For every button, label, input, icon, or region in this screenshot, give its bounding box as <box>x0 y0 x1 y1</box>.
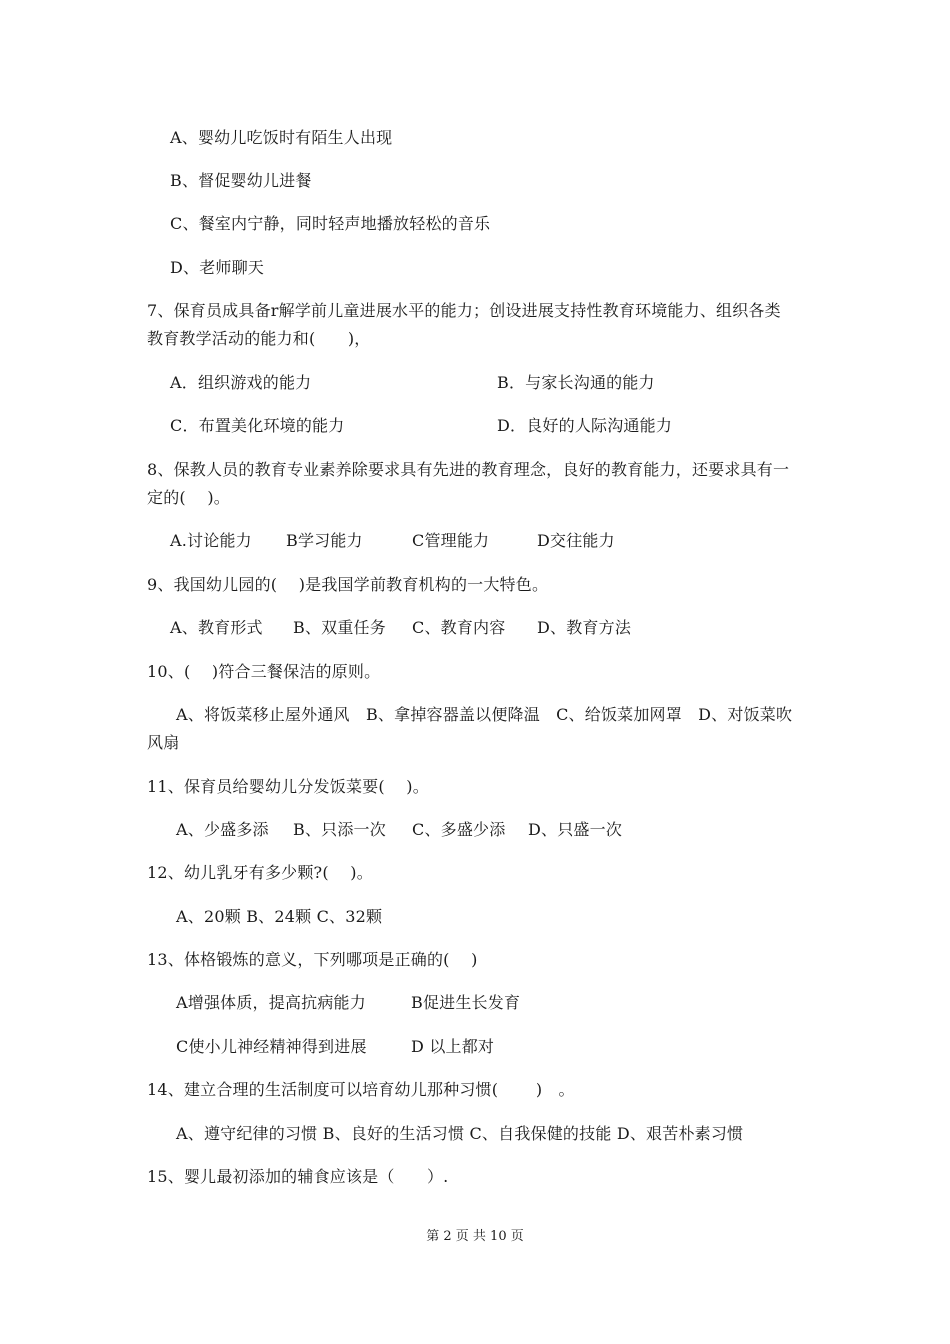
q7-stem-line2: 教育教学活动的能力和( )， <box>147 329 371 348</box>
q13-option-d: D 以上都对 <box>411 1037 495 1056</box>
q8-option-a: A.讨论能力 <box>170 531 252 550</box>
q7-option-b: B．与家长沟通的能力 <box>497 373 655 392</box>
q10-options: A、将饭菜移止屋外通风 B、拿掉容器盖以便降温 C、给饭菜加网罩 D、对饭菜吹 <box>176 705 793 724</box>
q9-option-b: B、双重任务 <box>293 618 386 637</box>
q8-option-b: B学习能力 <box>286 531 363 550</box>
q13-stem: 13、体格锻炼的意义，下列哪项是正确的( ) <box>147 950 478 969</box>
q13-option-b: B促进生长发育 <box>411 993 521 1012</box>
q6-option-c: C、餐室内宁静，同时轻声地播放轻松的音乐 <box>170 214 491 233</box>
q6-option-b: B、督促婴幼儿进餐 <box>170 171 312 190</box>
q9-option-d: D、教育方法 <box>537 618 632 637</box>
q9-option-c: C、教育内容 <box>412 618 506 637</box>
q12-options: A、20颗 B、24颗 C、32颗 <box>176 907 383 926</box>
q11-option-a: A、少盛多添 <box>176 820 269 839</box>
q8-stem-line2: 定的( )。 <box>147 488 230 507</box>
q11-option-c: C、多盛少添 <box>412 820 506 839</box>
q14-stem: 14、建立合理的生活制度可以培育幼儿那种习惯( ) 。 <box>147 1080 575 1099</box>
q7-option-d: D．良好的人际沟通能力 <box>497 416 673 435</box>
q7-stem-line1: 7、保育员成具备r解学前儿童进展水平的能力；创设进展支持性教育环境能力、组织各类 <box>147 301 781 320</box>
q7-option-c: C．布置美化环境的能力 <box>170 416 345 435</box>
q6-option-a: A、婴幼儿吃饭时有陌生人出现 <box>170 128 393 147</box>
q14-options: A、遵守纪律的习惯 B、良好的生活习惯 C、自我保健的技能 D、艰苦朴素习惯 <box>176 1124 744 1143</box>
q7-option-a: A．组织游戏的能力 <box>170 373 312 392</box>
q13-option-a: A增强体质，提高抗病能力 <box>176 993 366 1012</box>
q9-option-a: A、教育形式 <box>170 618 263 637</box>
page-footer: 第 2 页 共 10 页 <box>426 1229 524 1244</box>
q8-option-d: D交往能力 <box>537 531 615 550</box>
q10-options-continued: 风扇 <box>147 733 180 752</box>
q11-option-d: D、只盛一次 <box>528 820 623 839</box>
q15-stem: 15、婴儿最初添加的辅食应该是（ ）. <box>147 1167 449 1186</box>
q11-option-b: B、只添一次 <box>293 820 386 839</box>
q13-option-c: C使小儿神经精神得到进展 <box>176 1037 367 1056</box>
q8-stem-line1: 8、保教人员的教育专业素养除要求具有先进的教育理念，良好的教育能力，还要求具有一 <box>147 460 790 479</box>
q6-option-d: D、老师聊天 <box>170 258 265 277</box>
q8-option-c: C管理能力 <box>412 531 490 550</box>
q10-stem: 10、( )符合三餐保洁的原则。 <box>147 662 381 681</box>
q11-stem: 11、保育员给婴幼儿分发饭菜要( )。 <box>147 777 429 796</box>
q9-stem: 9、我国幼儿园的( )是我国学前教育机构的一大特色。 <box>147 575 549 594</box>
q12-stem: 12、幼儿乳牙有多少颗?( )。 <box>147 863 373 882</box>
